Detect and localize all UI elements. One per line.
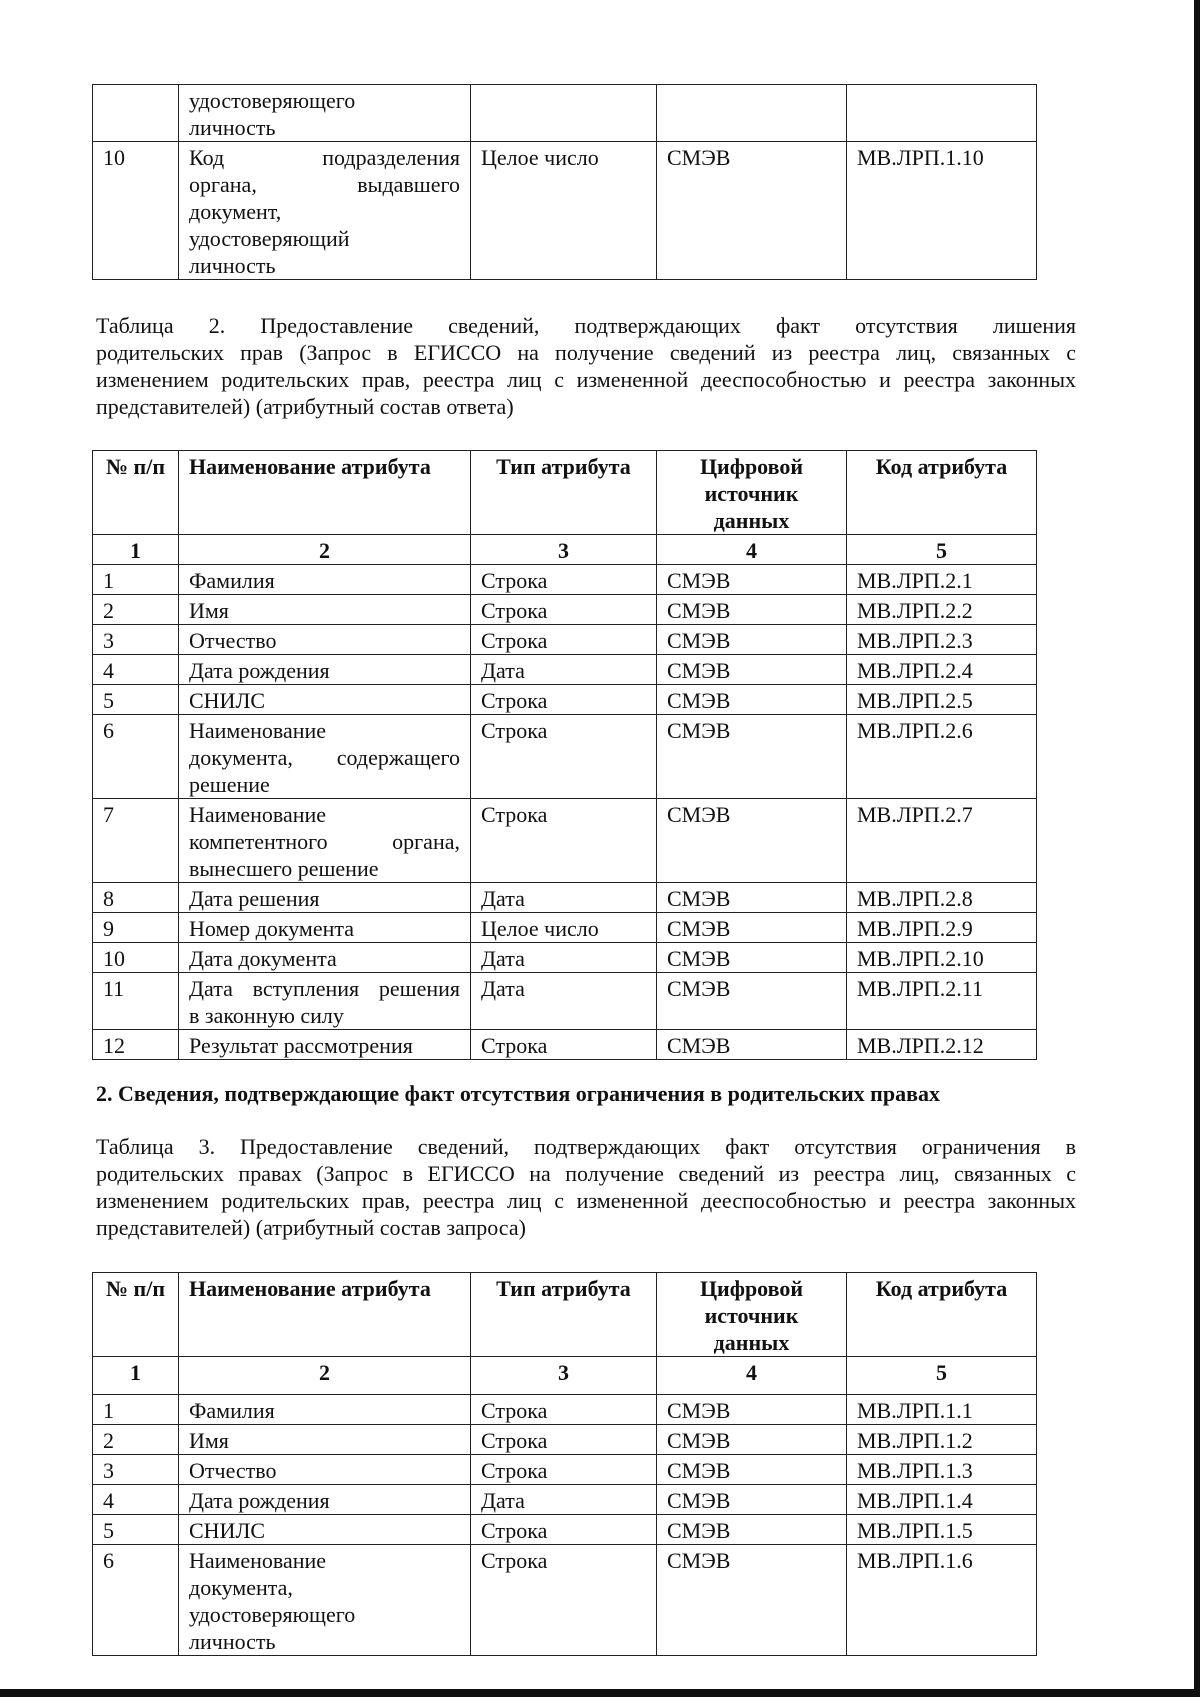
table-row (93, 1425, 1037, 1455)
cell-source: СМЭВ (657, 685, 847, 715)
cell-attribute-name (179, 715, 471, 799)
cell-type: Строка (471, 565, 657, 595)
table-3-caption (96, 1133, 1076, 1241)
cell-type: Дата (471, 1485, 657, 1515)
cell-attribute-name: Результат рассмотрения (179, 1030, 471, 1060)
cell-source: СМЭВ (657, 1515, 847, 1545)
cell-text-line: личность (189, 115, 276, 140)
cell-source: СМЭВ (657, 565, 847, 595)
column-number: 5 (847, 535, 1037, 565)
cell-type: Строка (471, 685, 657, 715)
table-2-caption (96, 312, 1076, 420)
table-row (93, 85, 1037, 142)
cell-source: СМЭВ (657, 883, 847, 913)
cell-code: МВ.ЛРП.1.3 (847, 1455, 1037, 1485)
header-source: Цифровой источник данных (657, 451, 847, 535)
cell-source: СМЭВ (657, 625, 847, 655)
cell-text-line: органа, выдавшего (189, 172, 460, 197)
cell-code: МВ.ЛРП.2.11 (847, 973, 1037, 1030)
cell-code: МВ.ЛРП.2.1 (847, 565, 1037, 595)
cell-text-line: компетентного органа, (189, 829, 460, 854)
cell-code: МВ.ЛРП.2.2 (847, 595, 1037, 625)
table-3 (92, 1272, 1037, 1656)
cell-code: МВ.ЛРП.2.12 (847, 1030, 1037, 1060)
header-name: Наименование атрибута (179, 1273, 471, 1357)
header-source: Цифровой источник данных (657, 1273, 847, 1357)
column-number: 3 (471, 535, 657, 565)
cell-text-line: личность (189, 1629, 276, 1654)
cell-source: СМЭВ (657, 799, 847, 883)
header-num: № п/п (93, 451, 179, 535)
column-number: 2 (179, 535, 471, 565)
cell-text-line: документ, (189, 199, 282, 224)
cell-source: СМЭВ (657, 595, 847, 625)
caption-line: Таблица 3. Предоставление сведений, подтверждающих факт отсутствия ограничения в (96, 1134, 1076, 1159)
cell-source: СМЭВ (657, 142, 847, 280)
cell-num: 1 (93, 1395, 179, 1425)
table-row (93, 1455, 1037, 1485)
cell-num: 6 (93, 1545, 179, 1656)
column-number: 1 (93, 535, 179, 565)
cell-type: Дата (471, 655, 657, 685)
cell-num: 10 (93, 142, 179, 280)
cell-attribute-name (179, 973, 471, 1030)
cell-text-line: удостоверяющий (189, 226, 350, 251)
cell-text-line: личность (189, 253, 276, 278)
table-row (93, 685, 1037, 715)
caption-line: родительских правах (Запрос в ЕГИССО на получение сведений из реестра лиц, связанных с (96, 1161, 1076, 1186)
cell-num: 4 (93, 1485, 179, 1515)
cell-code: МВ.ЛРП.2.10 (847, 943, 1037, 973)
cell-text-line: Дата вступления решения (189, 976, 460, 1001)
cell-source: СМЭВ (657, 1545, 847, 1656)
cell-code: МВ.ЛРП.1.10 (847, 142, 1037, 280)
table-row (93, 625, 1037, 655)
table-row (93, 1545, 1037, 1656)
column-number: 3 (471, 1357, 657, 1395)
cell-text-line: удостоверяющего (189, 88, 356, 113)
cell-type: Строка (471, 1515, 657, 1545)
cell-num: 4 (93, 655, 179, 685)
cell-code: МВ.ЛРП.2.8 (847, 883, 1037, 913)
cell-source: СМЭВ (657, 1395, 847, 1425)
caption-line: родительских прав (Запрос в ЕГИССО на получение сведений из реестра лиц, связанных с (96, 340, 1076, 365)
cell-type: Строка (471, 1395, 657, 1425)
page-edge-right (1194, 0, 1200, 1697)
table-row (93, 1485, 1037, 1515)
table-row (93, 1515, 1037, 1545)
cell-source: СМЭВ (657, 1485, 847, 1515)
cell-attribute-name: Имя (179, 1425, 471, 1455)
cell-code: МВ.ЛРП.2.5 (847, 685, 1037, 715)
cell-num: 5 (93, 685, 179, 715)
header-code: Код атрибута (847, 451, 1037, 535)
cell-code: МВ.ЛРП.1.4 (847, 1485, 1037, 1515)
header-code: Код атрибута (847, 1273, 1037, 1357)
table-row (93, 715, 1037, 799)
cell-type: Строка (471, 1030, 657, 1060)
table-row (93, 655, 1037, 685)
cell-attribute-name: Дата рождения (179, 655, 471, 685)
cell-code: МВ.ЛРП.2.9 (847, 913, 1037, 943)
cell-num: 9 (93, 913, 179, 943)
cell-source: СМЭВ (657, 1455, 847, 1485)
cell-type: Дата (471, 943, 657, 973)
cell-code: МВ.ЛРП.2.4 (847, 655, 1037, 685)
cell-num: 6 (93, 715, 179, 799)
cell-attribute-name: Дата документа (179, 943, 471, 973)
cell-num: 7 (93, 799, 179, 883)
cell-code: МВ.ЛРП.1.5 (847, 1515, 1037, 1545)
header-type: Тип атрибута (471, 451, 657, 535)
cell-type: Строка (471, 625, 657, 655)
column-number: 5 (847, 1357, 1037, 1395)
cell-text-line: документа, (189, 1575, 293, 1600)
cell-source: СМЭВ (657, 943, 847, 973)
table-row (93, 913, 1037, 943)
table-row (93, 595, 1037, 625)
cell-attribute-name: СНИЛС (179, 685, 471, 715)
cell-attribute-name: СНИЛС (179, 1515, 471, 1545)
header-type: Тип атрибута (471, 1273, 657, 1357)
cell-source: СМЭВ (657, 973, 847, 1030)
cell-text-line: Код подразделения (189, 145, 460, 170)
table-row (93, 943, 1037, 973)
cell-type: Строка (471, 799, 657, 883)
cell-num: 3 (93, 1455, 179, 1485)
cell-code: МВ.ЛРП.2.7 (847, 799, 1037, 883)
caption-line: представителей) (атрибутный состав ответа) (96, 394, 514, 419)
table-row (93, 565, 1037, 595)
table-header-row (93, 451, 1037, 535)
column-number: 4 (657, 1357, 847, 1395)
cell-text-line: документа, содержащего (189, 745, 460, 770)
cell-code: МВ.ЛРП.2.6 (847, 715, 1037, 799)
table-row (93, 1030, 1037, 1060)
column-number-row (93, 1357, 1037, 1395)
cell-text-line: вынесшего решение (189, 856, 379, 881)
cell-num: 10 (93, 943, 179, 973)
cell-attribute-name (179, 799, 471, 883)
table-2 (92, 450, 1037, 1060)
section-heading: 2. Сведения, подтверждающие факт отсутствия ограничения в родительских правах (96, 1081, 940, 1106)
caption-line: изменением родительских прав, реестра лиц с измененной дееспособностью и реестра законных (96, 367, 1076, 392)
cell-type: Строка (471, 1545, 657, 1656)
cell-num: 2 (93, 1425, 179, 1455)
cell-num: 3 (93, 625, 179, 655)
column-number: 2 (179, 1357, 471, 1395)
cell-text-line: в законную силу (189, 1003, 344, 1028)
cell-source: СМЭВ (657, 655, 847, 685)
cell-attribute-name: Фамилия (179, 565, 471, 595)
caption-line: изменением родительских прав, реестра лиц с измененной дееспособностью и реестра законных (96, 1188, 1076, 1213)
cell-type (471, 85, 657, 142)
cell-attribute-name: Номер документа (179, 913, 471, 943)
page-edge-bottom (0, 1689, 1200, 1697)
table-row (93, 1395, 1037, 1425)
cell-num: 8 (93, 883, 179, 913)
cell-attribute-name: Отчество (179, 1455, 471, 1485)
cell-num: 2 (93, 595, 179, 625)
cell-type: Целое число (471, 142, 657, 280)
cell-code: МВ.ЛРП.1.1 (847, 1395, 1037, 1425)
cell-num (93, 85, 179, 142)
caption-line: Таблица 2. Предоставление сведений, подтверждающих факт отсутствия лишения (96, 313, 1076, 338)
cell-type: Строка (471, 1425, 657, 1455)
column-number-row (93, 535, 1037, 565)
cell-num: 5 (93, 1515, 179, 1545)
cell-text-line: решение (189, 772, 270, 797)
table-row (93, 799, 1037, 883)
cell-attribute-name (179, 85, 471, 142)
cell-source: СМЭВ (657, 913, 847, 943)
cell-code (847, 85, 1037, 142)
table-row (93, 973, 1037, 1030)
cell-text-line: Наименование (189, 802, 327, 827)
cell-attribute-name (179, 142, 471, 280)
cell-code: МВ.ЛРП.2.3 (847, 625, 1037, 655)
cell-attribute-name: Имя (179, 595, 471, 625)
header-num: № п/п (93, 1273, 179, 1357)
cell-source (657, 85, 847, 142)
cell-attribute-name: Дата рождения (179, 1485, 471, 1515)
cell-text-line: Наименование (189, 1548, 327, 1573)
cell-attribute-name: Фамилия (179, 1395, 471, 1425)
cell-type: Дата (471, 883, 657, 913)
cell-num: 11 (93, 973, 179, 1030)
cell-type: Строка (471, 715, 657, 799)
cell-source: СМЭВ (657, 715, 847, 799)
cell-attribute-name: Дата решения (179, 883, 471, 913)
cell-type: Строка (471, 595, 657, 625)
cell-text-line: Наименование (189, 718, 327, 743)
cell-text-line: удостоверяющего (189, 1602, 356, 1627)
table-1-continuation (92, 84, 1037, 280)
cell-type: Дата (471, 973, 657, 1030)
cell-attribute-name: Отчество (179, 625, 471, 655)
cell-source: СМЭВ (657, 1425, 847, 1455)
cell-num: 1 (93, 565, 179, 595)
cell-source: СМЭВ (657, 1030, 847, 1060)
table-row (93, 142, 1037, 280)
table-row (93, 883, 1037, 913)
cell-code: МВ.ЛРП.1.2 (847, 1425, 1037, 1455)
column-number: 1 (93, 1357, 179, 1395)
cell-code: МВ.ЛРП.1.6 (847, 1545, 1037, 1656)
cell-type: Целое число (471, 913, 657, 943)
column-number: 4 (657, 535, 847, 565)
header-name: Наименование атрибута (179, 451, 471, 535)
table-header-row (93, 1273, 1037, 1357)
cell-attribute-name (179, 1545, 471, 1656)
cell-type: Строка (471, 1455, 657, 1485)
cell-num: 12 (93, 1030, 179, 1060)
caption-line: представителей) (атрибутный состав запроса) (96, 1215, 526, 1240)
